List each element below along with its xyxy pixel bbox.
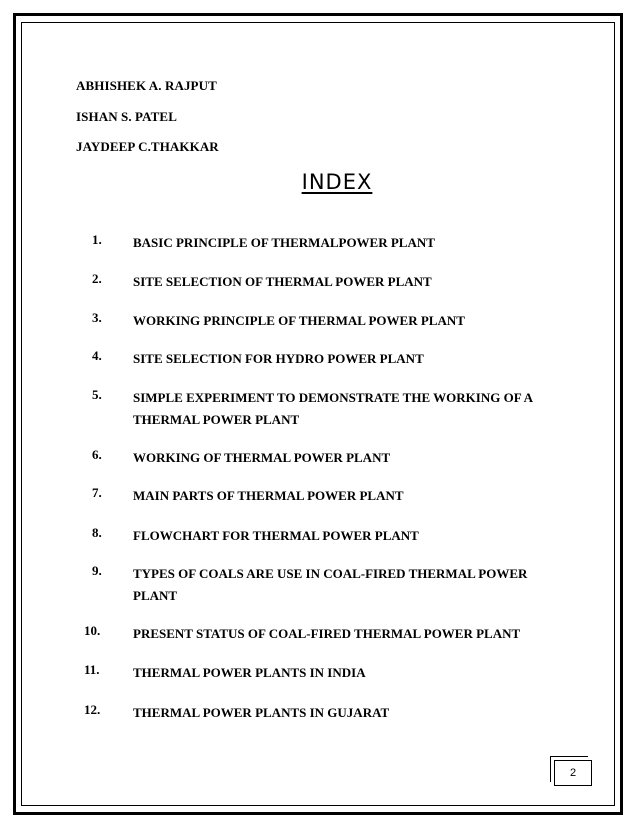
author-2: ISHAN S. PATEL <box>76 109 177 124</box>
item-text: TYPES OF COALS ARE USE IN COAL-FIRED THERMAL POWER PLANT <box>133 566 528 603</box>
item-number: 7. <box>92 485 102 500</box>
item-number: 9. <box>92 563 102 578</box>
item-text: WORKING OF THERMAL POWER PLANT <box>133 450 391 465</box>
item-text: SITE SELECTION OF THERMAL POWER PLANT <box>133 274 432 289</box>
item-number: 12. <box>84 702 101 717</box>
item-text: THERMAL POWER PLANTS IN GUJARAT <box>133 705 390 720</box>
author-1: ABHISHEK A. RAJPUT <box>76 78 217 93</box>
page-number: 2 <box>554 760 592 786</box>
item-number: 8. <box>92 525 102 540</box>
item-text: MAIN PARTS OF THERMAL POWER PLANT <box>133 488 404 503</box>
item-number: 5. <box>92 387 102 402</box>
item-number: 10. <box>84 623 101 638</box>
item-text: PRESENT STATUS OF COAL-FIRED THERMAL POWER PLANT <box>133 626 521 641</box>
item-number: 1. <box>92 232 102 247</box>
item-text: SITE SELECTION FOR HYDRO POWER PLANT <box>133 351 424 366</box>
item-number: 11. <box>84 662 100 677</box>
author-3: JAYDEEP C.THAKKAR <box>76 139 219 154</box>
item-text: WORKING PRINCIPLE OF THERMAL POWER PLANT <box>133 313 465 328</box>
item-text: SIMPLE EXPERIMENT TO DEMONSTRATE THE WORKING OF A THERMAL POWER PLANT <box>133 390 533 427</box>
item-number: 2. <box>92 271 102 286</box>
item-number: 3. <box>92 310 102 325</box>
item-text: BASIC PRINCIPLE OF THERMALPOWER PLANT <box>133 235 435 250</box>
item-text: FLOWCHART FOR THERMAL POWER PLANT <box>133 528 419 543</box>
index-title: INDEX <box>301 170 373 194</box>
item-text: THERMAL POWER PLANTS IN INDIA <box>133 665 366 680</box>
item-number: 6. <box>92 447 102 462</box>
item-number: 4. <box>92 348 102 363</box>
